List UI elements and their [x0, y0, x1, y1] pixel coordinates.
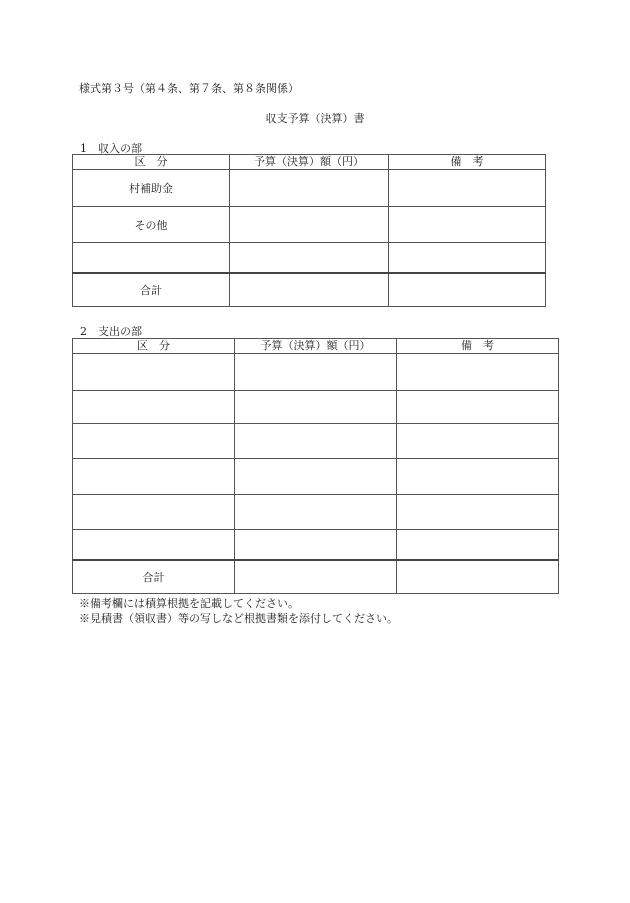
- income-total-remarks-cell[interactable]: [389, 273, 546, 307]
- income-total-row: [73, 273, 546, 307]
- table-row: [73, 243, 546, 273]
- expense-total-label: 合計: [73, 560, 235, 594]
- expense-remarks-cell[interactable]: [397, 354, 559, 391]
- expense-header-row: [73, 339, 559, 354]
- table-row: [73, 207, 546, 243]
- income-category-cell[interactable]: その他: [73, 207, 230, 243]
- expense-amount-cell[interactable]: [235, 391, 397, 424]
- expense-total-remarks-cell[interactable]: [397, 560, 559, 594]
- income-category-cell[interactable]: 村補助金: [73, 170, 230, 207]
- income-section-heading: 1 収入の部: [80, 142, 142, 155]
- table-row: [73, 424, 559, 459]
- income-total-amount-cell[interactable]: [230, 273, 389, 307]
- expense-col-amount: 予算（決算）額（円）: [235, 339, 397, 354]
- table-row: [73, 354, 559, 391]
- expense-amount-cell[interactable]: [235, 495, 397, 530]
- income-remarks-cell[interactable]: [389, 243, 546, 273]
- income-amount-cell[interactable]: [230, 207, 389, 243]
- income-total-label: 合計: [73, 273, 230, 307]
- expense-amount-cell[interactable]: [235, 530, 397, 560]
- table-row: [73, 495, 559, 530]
- income-col-remarks: 備 考: [389, 155, 546, 170]
- expense-category-cell[interactable]: [73, 495, 235, 530]
- document-title: 収支予算（決算）書: [265, 112, 365, 125]
- expense-category-cell[interactable]: [73, 424, 235, 459]
- expense-category-cell[interactable]: [73, 391, 235, 424]
- income-remarks-cell[interactable]: [389, 170, 546, 207]
- note-line: ※備考欄には積算根拠を記載してください。: [79, 597, 299, 610]
- income-amount-cell[interactable]: [230, 243, 389, 273]
- note-line: ※見積書（領収書）等の写しなど根拠書類を添付してください。: [79, 612, 398, 625]
- expense-remarks-cell[interactable]: [397, 459, 559, 495]
- expense-amount-cell[interactable]: [235, 424, 397, 459]
- expense-amount-cell[interactable]: [235, 354, 397, 391]
- income-table: [72, 154, 546, 307]
- income-col-amount: 予算（決算）額（円）: [230, 155, 389, 170]
- expense-category-cell[interactable]: [73, 459, 235, 495]
- expense-category-cell[interactable]: [73, 354, 235, 391]
- expense-col-remarks: 備 考: [397, 339, 559, 354]
- expense-category-cell[interactable]: [73, 530, 235, 560]
- table-row: [73, 170, 546, 207]
- expense-section-heading: 2 支出の部: [80, 325, 142, 338]
- expense-remarks-cell[interactable]: [397, 495, 559, 530]
- expense-table: [72, 338, 559, 594]
- notes: [79, 596, 398, 626]
- expense-total-row: [73, 560, 559, 594]
- table-row: [73, 530, 559, 560]
- form-number: 様式第３号（第４条、第７条、第８条関係）: [79, 82, 299, 95]
- income-remarks-cell[interactable]: [389, 207, 546, 243]
- expense-total-amount-cell[interactable]: [235, 560, 397, 594]
- income-category-cell[interactable]: [73, 243, 230, 273]
- expense-remarks-cell[interactable]: [397, 424, 559, 459]
- income-amount-cell[interactable]: [230, 170, 389, 207]
- expense-remarks-cell[interactable]: [397, 391, 559, 424]
- expense-remarks-cell[interactable]: [397, 530, 559, 560]
- income-header-row: [73, 155, 546, 170]
- expense-amount-cell[interactable]: [235, 459, 397, 495]
- table-row: [73, 459, 559, 495]
- income-col-category: 区 分: [73, 155, 230, 170]
- expense-col-category: 区 分: [73, 339, 235, 354]
- table-row: [73, 391, 559, 424]
